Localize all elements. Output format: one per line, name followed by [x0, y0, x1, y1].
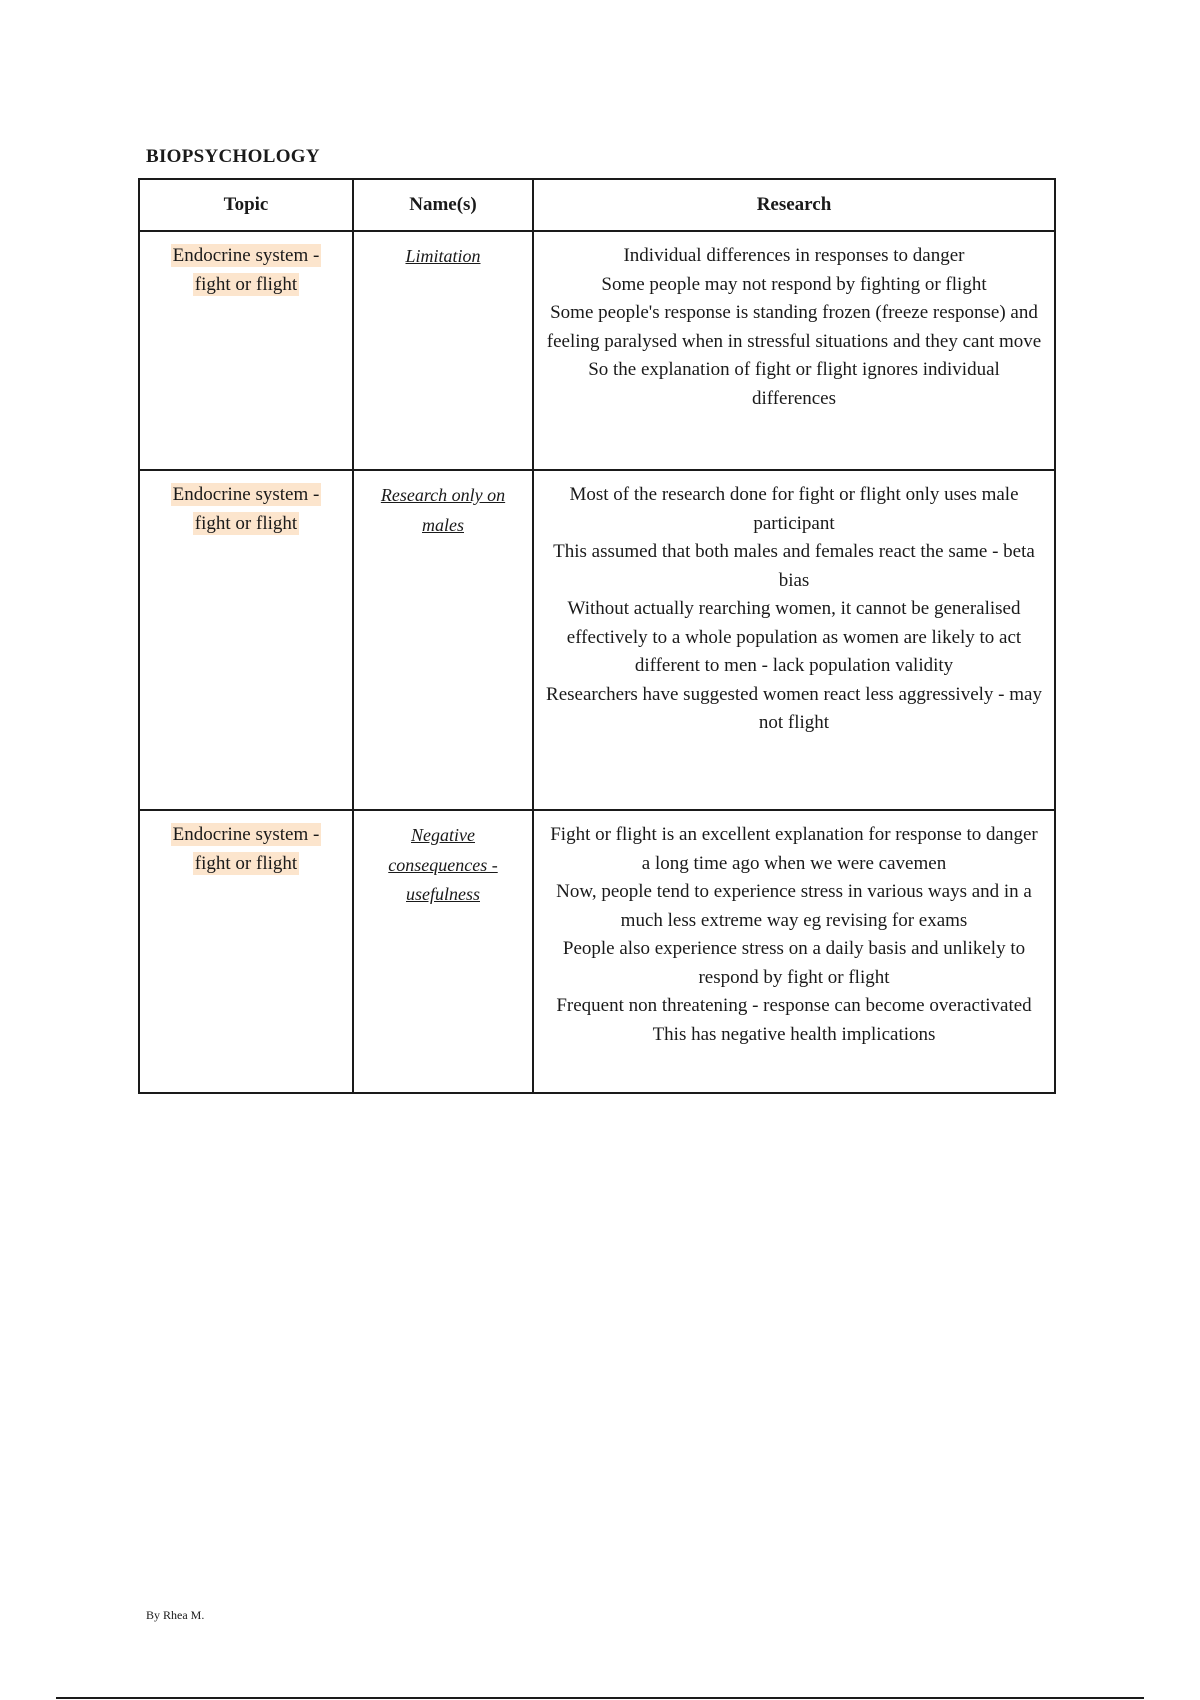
topic-highlight: Endocrine system -	[172, 824, 320, 845]
names-cell	[353, 470, 533, 810]
page-bottom-rule	[56, 1697, 1144, 1699]
names-cell	[353, 810, 533, 1093]
topic-highlight: Endocrine system -	[172, 245, 320, 266]
topic-highlight: Endocrine system -	[172, 484, 320, 505]
research-line: Most of the research done for fight or flight only uses male participant	[569, 484, 1019, 534]
research-line: This has negative health implications	[652, 1023, 936, 1045]
research-line: Researchers have suggested women react less aggressively - may not flight	[546, 683, 1042, 733]
topic-highlight: fight or flight	[194, 852, 298, 874]
research-line: Without actually rearching women, it cannot be generalised effectively to a whole population as women are likely to act different to men - lack population validity	[566, 598, 1022, 676]
topic-cell	[139, 231, 353, 470]
table-row	[139, 231, 1055, 470]
research-cell	[533, 470, 1055, 810]
research-line: Now, people tend to experience stress in various ways and in a much less extreme way eg revising for exams	[556, 881, 1032, 931]
table-row	[139, 810, 1055, 1093]
table-row	[139, 470, 1055, 810]
column-header-names: Name(s)	[353, 179, 533, 231]
author-credit: By Rhea M.	[146, 1608, 205, 1622]
evaluation-name: Research only on males	[380, 485, 506, 535]
names-cell	[353, 231, 533, 470]
topic-highlight: fight or flight	[194, 273, 298, 295]
evaluation-name: Negative consequences - usefulness	[388, 825, 498, 904]
research-line: Frequent non threatening - response can become overactivated	[556, 995, 1032, 1016]
research-line: This assumed that both males and females react the same - beta bias	[553, 541, 1035, 591]
evaluation-name: Limitation	[405, 246, 481, 266]
research-cell	[533, 231, 1055, 470]
topic-cell	[139, 470, 353, 810]
research-line: Individual differences in responses to danger	[623, 245, 965, 266]
topic-highlight: fight or flight	[194, 512, 298, 534]
research-line: Some people may not respond by fighting or flight	[601, 273, 987, 295]
column-header-topic: Topic	[139, 179, 353, 231]
page-title: BIOPSYCHOLOGY	[146, 146, 320, 167]
column-header-research: Research	[533, 179, 1055, 231]
notes-table	[138, 178, 1056, 1094]
research-line: People also experience stress on a daily basis and unlikely to respond by fight or flight	[562, 938, 1026, 988]
research-cell	[533, 810, 1055, 1093]
research-line: Fight or flight is an excellent explanation for response to danger a long time ago when we were cavemen	[550, 824, 1038, 874]
research-line: Some people's response is standing frozen (freeze response) and feeling paralysed when in stressful situations and they cant move	[546, 302, 1042, 352]
topic-cell	[139, 810, 353, 1093]
table-header-row	[139, 179, 1055, 231]
research-line: So the explanation of fight or flight ignores individual differences	[588, 359, 1000, 409]
